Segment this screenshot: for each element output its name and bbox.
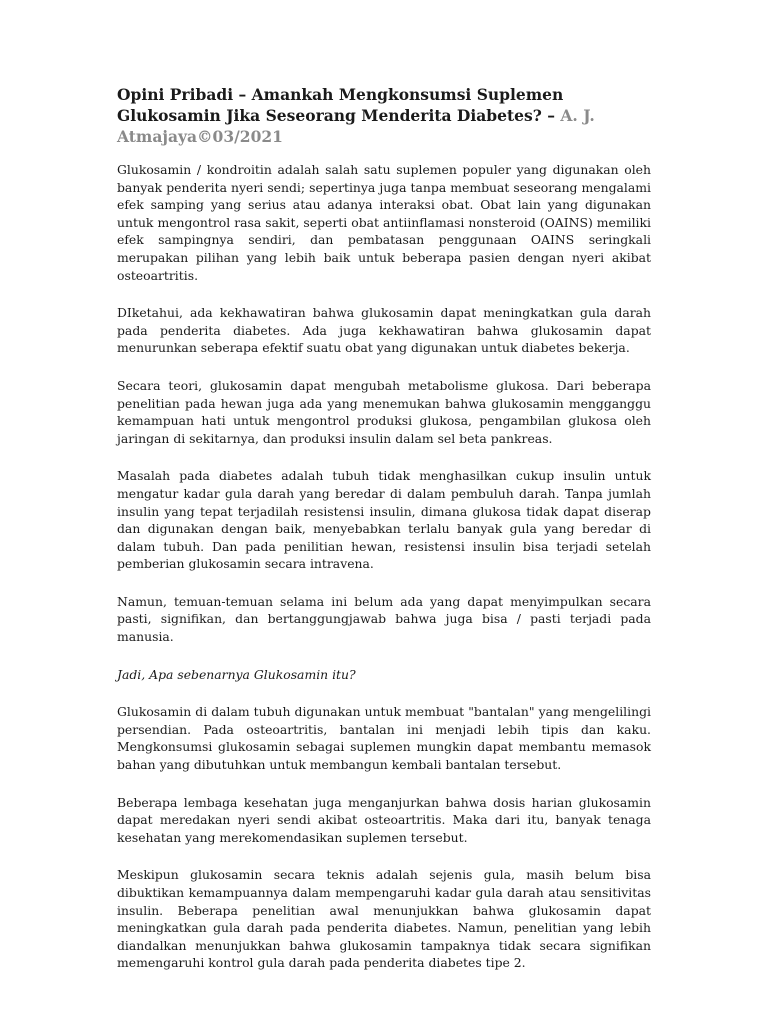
title-author: A. J. Atmajaya©03/2021 [117,106,595,146]
paragraph: Glukosamin di dalam tubuh digunakan untuk membuat "bantalan" yang mengelilingi persendian. Pada osteoartritis, bantalan ini menjadi lebih tipis dan kaku. Mengkonsumsi glukosamin sebagai suplemen mungkin dapat membantu memasok bahan yang dibutuhkan untuk membangun kembali bantalan tersebut. [117,704,651,773]
paragraph: Namun, temuan-temuan selama ini belum ada yang dapat menyimpulkan secara pasti, signifikan, dan bertanggungjawab bahwa juga bisa / pasti terjadi pada manusia. [117,593,651,645]
section-subheading: Jadi, Apa sebenarnya Glukosamin itu? [117,666,356,682]
paragraph: Secara teori, glukosamin dapat mengubah metabolisme glukosa. Dari beberapa penelitian pada hewan juga ada yang menemukan bahwa glukosamin mengganggu kemampuan hati untuk mengontrol produksi glukosa, pengambilan glukosa oleh jaringan di sekitarnya, dan produksi insulin dalam sel beta pankreas. [117,377,651,446]
paragraph: Beberapa lembaga kesehatan juga menganjurkan bahwa dosis harian glukosamin dapat meredakan nyeri sendi akibat osteoartritis. Maka dari itu, banyak tenaga kesehatan yang merekomendasikan suplemen tersebut. [117,794,651,845]
title-main: Opini Pribadi – Amankah Mengkonsumsi Suplemen Glukosamin Jika Seseorang Menderita Diabetes? – [117,85,564,125]
paragraph: Glukosamin / kondroitin adalah salah satu suplemen populer yang digunakan oleh banyak penderita nyeri sendi; sepertinya juga tanpa membuat seseorang mengalami efek samping yang serius atau adanya interaksi obat. Obat lain yang digunakan untuk mengontrol rasa sakit, seperti obat antiinflamasi nonsteroid (OAINS) memiliki efek sampingnya sendiri, dan pembatasan penggunaan OAINS seringkali merupakan pilihan yang lebih baik untuk beberapa pasien dengan nyeri akibat osteoartritis. [117,162,651,283]
document-title [117,84,651,147]
document-page [117,84,651,992]
paragraph: Meskipun glukosamin secara teknis adalah sejenis gula, masih belum bisa dibuktikan kemampuannya dalam mempengaruhi kadar gula darah atau sensitivitas insulin. Beberapa penelitian awal menunjukkan bahwa glukosamin dapat meningkatkan gula darah pada penderita diabetes. Namun, penelitian yang lebih diandalkan menunjukkan bahwa glukosamin tampaknya tidak secara signifikan memengaruhi kontrol gula darah pada penderita diabetes tipe 2. [117,867,651,971]
paragraph: Masalah pada diabetes adalah tubuh tidak menghasilkan cukup insulin untuk mengatur kadar gula darah yang beredar di dalam pembuluh darah. Tanpa jumlah insulin yang tepat terjadilah resistensi insulin, dimana glukosa tidak dapat diserap dan digunakan dengan baik, menyebabkan terlalu banyak gula yang beredar di dalam tubuh. Dan pada penilitian hewan, resistensi insulin bisa terjadi setelah pemberian glukosamin secara intravena. [117,468,651,572]
paragraph: DIketahui, ada kekhawatiran bahwa glukosamin dapat meningkatkan gula darah pada penderita diabetes. Ada juga kekhawatiran bahwa glukosamin dapat menurunkan seberapa efektif suatu obat yang digunakan untuk diabetes bekerja. [117,305,651,356]
